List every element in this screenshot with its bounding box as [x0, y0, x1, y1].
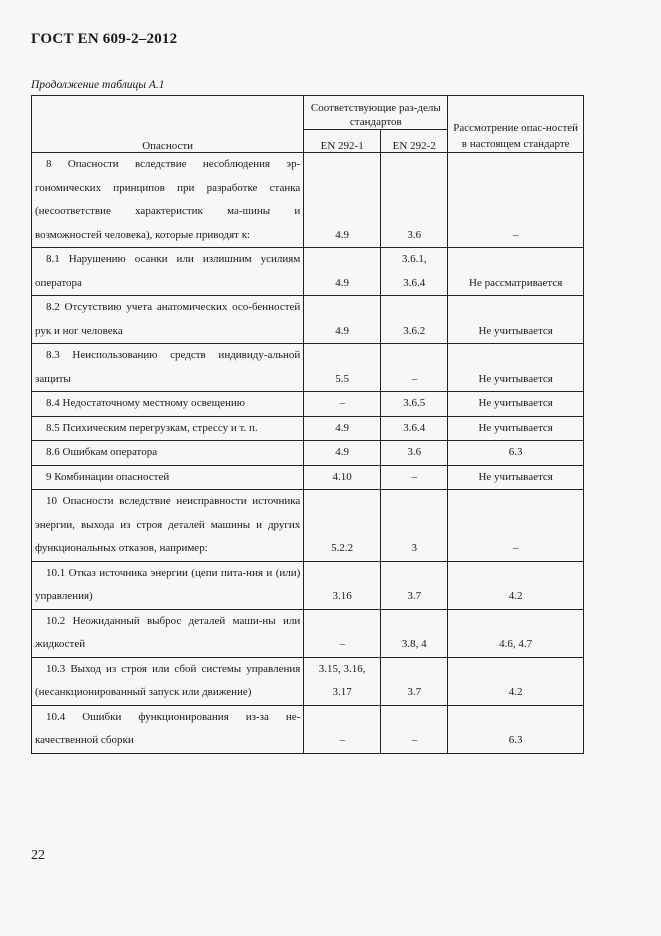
hazard-cell: 8.5 Психическим перегрузкам, стрессу и т. п.: [32, 416, 304, 441]
table-row: [32, 344, 584, 392]
table-row: [32, 705, 584, 753]
hazard-cell: 8.2 Отсутствию учета анатомических осо-бенностей рук и ног человека: [32, 296, 304, 344]
en2-cell: 3: [381, 490, 448, 562]
en2-cell-line: 3.6.1,: [401, 253, 427, 265]
table-row: [32, 465, 584, 490]
hazard-cell: 10.2 Неожиданный выброс деталей маши-ны или жидкостей: [32, 609, 304, 657]
consideration-cell: Не учитывается: [448, 296, 584, 344]
table-row: [32, 416, 584, 441]
consideration-cell: Не учитывается: [448, 465, 584, 490]
en1-cell: –: [304, 609, 381, 657]
consideration-cell: –: [448, 490, 584, 562]
consideration-cell: 6.3: [448, 705, 584, 753]
hazard-cell: 8.6 Ошибкам оператора: [32, 441, 304, 466]
table-caption: Продолжение таблицы А.1: [31, 79, 165, 91]
consideration-cell: 4.2: [448, 657, 584, 705]
en1-cell: 4.9: [304, 153, 381, 248]
consideration-cell: Не рассматривается: [448, 248, 584, 296]
hazard-cell: 10 Опасности вследствие неисправности источника энергии, выхода из строя деталей машины и других функциональных отказов, например:: [32, 490, 304, 562]
hazard-cell: 10.3 Выход из строя или сбой системы управления (несанкционированный запуск или движение): [32, 657, 304, 705]
consideration-cell: 6.3: [448, 441, 584, 466]
consideration-cell: Не учитывается: [448, 392, 584, 417]
en1-cell-line: 3.15, 3.16,: [318, 662, 366, 675]
en2-cell: –: [381, 344, 448, 392]
hazard-cell: 8.4 Недостаточному местному освещению: [32, 392, 304, 417]
consideration-cell: 4.6, 4.7: [448, 609, 584, 657]
hazard-cell: 10.1 Отказ источника энергии (цепи пита-ния и (или) управления): [32, 561, 304, 609]
hazard-cell: 9 Комбинации опасностей: [32, 465, 304, 490]
en1-cell: –: [304, 392, 381, 417]
en1-cell: 5.2.2: [304, 490, 381, 562]
header-consideration: Рассмотрение опас-ностей в настоящем стандарте: [448, 96, 584, 153]
table-row: [32, 561, 584, 609]
table-row: [32, 248, 584, 296]
hazards-table: [31, 95, 584, 754]
en2-cell: –: [381, 705, 448, 753]
en1-cell: [304, 657, 381, 705]
header-en-292-2: EN 292-2: [381, 129, 448, 152]
en2-cell-line: 3.6.4: [403, 276, 426, 289]
hazard-cell: 8 Опасности вследствие несоблюдения эр-гономических принципов при разработке станка (несоответствие характеристик ма-шины и возможностей человека), которые приводят к:: [32, 153, 304, 248]
en2-cell: 3.6: [381, 153, 448, 248]
en1-cell: 5.5: [304, 344, 381, 392]
table-row: [32, 657, 584, 705]
consideration-cell: 4.2: [448, 561, 584, 609]
en1-cell: 4.9: [304, 248, 381, 296]
hazard-cell: 10.4 Ошибки функционирования из-за не-качественной сборки: [32, 705, 304, 753]
en2-cell: 3.8, 4: [381, 609, 448, 657]
hazard-cell: 8.3 Неиспользованию средств индивиду-альной защиты: [32, 344, 304, 392]
en1-cell: 4.9: [304, 416, 381, 441]
table-row: [32, 296, 584, 344]
table-row: [32, 441, 584, 466]
header-hazards: Опасности: [32, 96, 304, 153]
en2-cell: 3.7: [381, 657, 448, 705]
table-row: [32, 490, 584, 562]
en2-cell: 3.6: [381, 441, 448, 466]
table-row: [32, 609, 584, 657]
hazard-cell: 8.1 Нарушению осанки или излишним усилиям оператора: [32, 248, 304, 296]
page-number: 22: [31, 848, 45, 863]
header-en-292-1: EN 292-1: [304, 129, 381, 152]
document-code-header: ГОСТ EN 609-2–2012: [31, 31, 178, 47]
consideration-cell: Не учитывается: [448, 416, 584, 441]
en2-cell: 3.7: [381, 561, 448, 609]
en1-cell: 4.9: [304, 296, 381, 344]
en2-cell: [381, 248, 448, 296]
en2-cell: 3.6.4: [381, 416, 448, 441]
table-row: [32, 153, 584, 248]
en2-cell: 3.6.5: [381, 392, 448, 417]
en1-cell: 4.10: [304, 465, 381, 490]
en1-cell: 4.9: [304, 441, 381, 466]
en1-cell-line: 3.17: [332, 686, 352, 698]
en1-cell: 3.16: [304, 561, 381, 609]
en2-cell: 3.6.2: [381, 296, 448, 344]
en1-cell: –: [304, 705, 381, 753]
consideration-cell: –: [448, 153, 584, 248]
table-row: [32, 392, 584, 417]
consideration-cell: Не учитывается: [448, 344, 584, 392]
header-standard-sections: Соответствующие раз-делы стандартов: [304, 96, 448, 130]
en2-cell: –: [381, 465, 448, 490]
